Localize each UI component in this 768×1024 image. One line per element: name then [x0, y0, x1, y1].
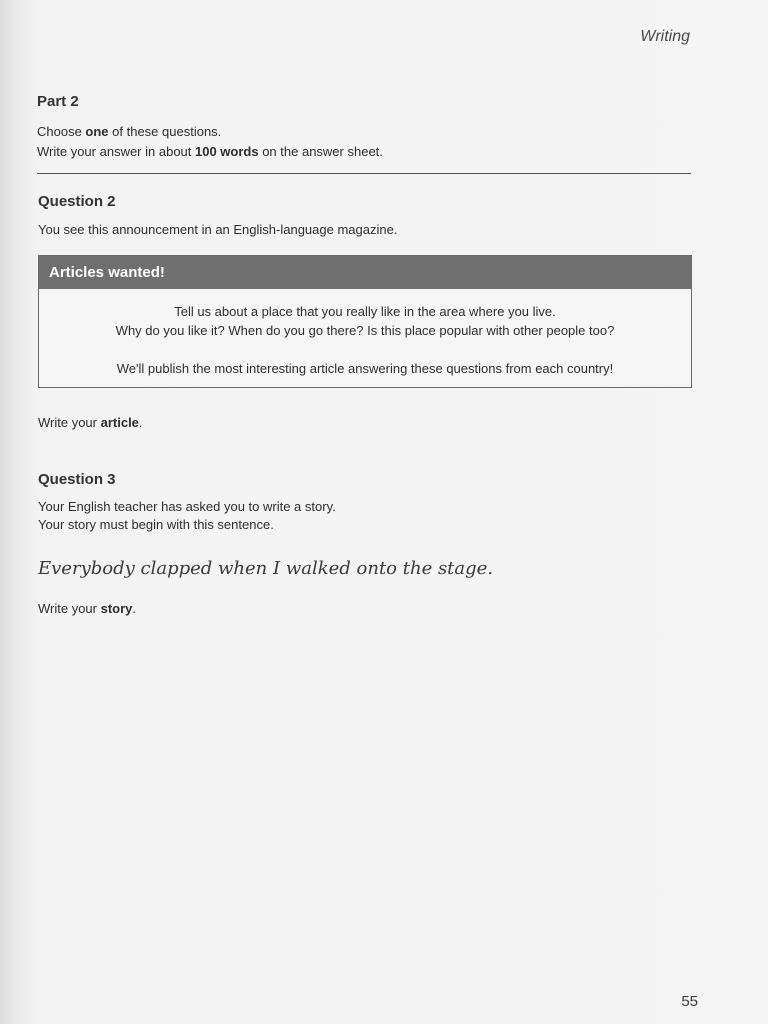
- section-label: Writing: [640, 28, 690, 45]
- story-opening-sentence: Everybody clapped when I walked onto the stage.: [38, 558, 494, 579]
- instruction-word-count: [37, 143, 383, 161]
- instruction-emphasis: one: [85, 124, 109, 139]
- part-title: Part 2: [37, 93, 79, 110]
- question-3-task: [38, 600, 136, 618]
- announcement-heading: Articles wanted!: [39, 256, 691, 289]
- announcement-body: [39, 289, 691, 378]
- question-3-intro-2: Your story must begin with this sentence.: [38, 517, 274, 532]
- question-2-title: Question 2: [38, 193, 116, 210]
- task-text: Write your: [38, 415, 101, 430]
- page-number: 55: [681, 993, 698, 1010]
- task-text: .: [132, 601, 137, 616]
- question-2-task: [38, 414, 143, 432]
- instruction-text: of these questions.: [108, 124, 222, 139]
- task-text: .: [138, 415, 143, 430]
- instruction-text: Choose: [37, 124, 86, 139]
- task-emphasis: story: [100, 601, 133, 616]
- instruction-text: on the answer sheet.: [258, 144, 383, 159]
- question-3-intro-1: Your English teacher has asked you to write a story.: [38, 499, 336, 514]
- question-2-intro: You see this announcement in an English-language magazine.: [38, 222, 398, 237]
- announcement-line: We'll publish the most interesting article answering these questions from each country!: [116, 361, 614, 376]
- spacer: [39, 340, 691, 359]
- announcement-line: Tell us about a place that you really like in the area where you live.: [174, 304, 556, 319]
- announcement-box: [38, 255, 692, 388]
- instruction-choose: [37, 123, 221, 141]
- task-text: Write your: [38, 601, 101, 616]
- question-3-title: Question 3: [38, 471, 116, 488]
- announcement-line: Why do you like it? When do you go there? Is this place popular with other people too?: [115, 323, 615, 338]
- divider: [37, 173, 691, 174]
- instruction-text: Write your answer in about: [37, 144, 195, 159]
- task-emphasis: article: [100, 415, 139, 430]
- instruction-emphasis: 100 words: [195, 144, 259, 159]
